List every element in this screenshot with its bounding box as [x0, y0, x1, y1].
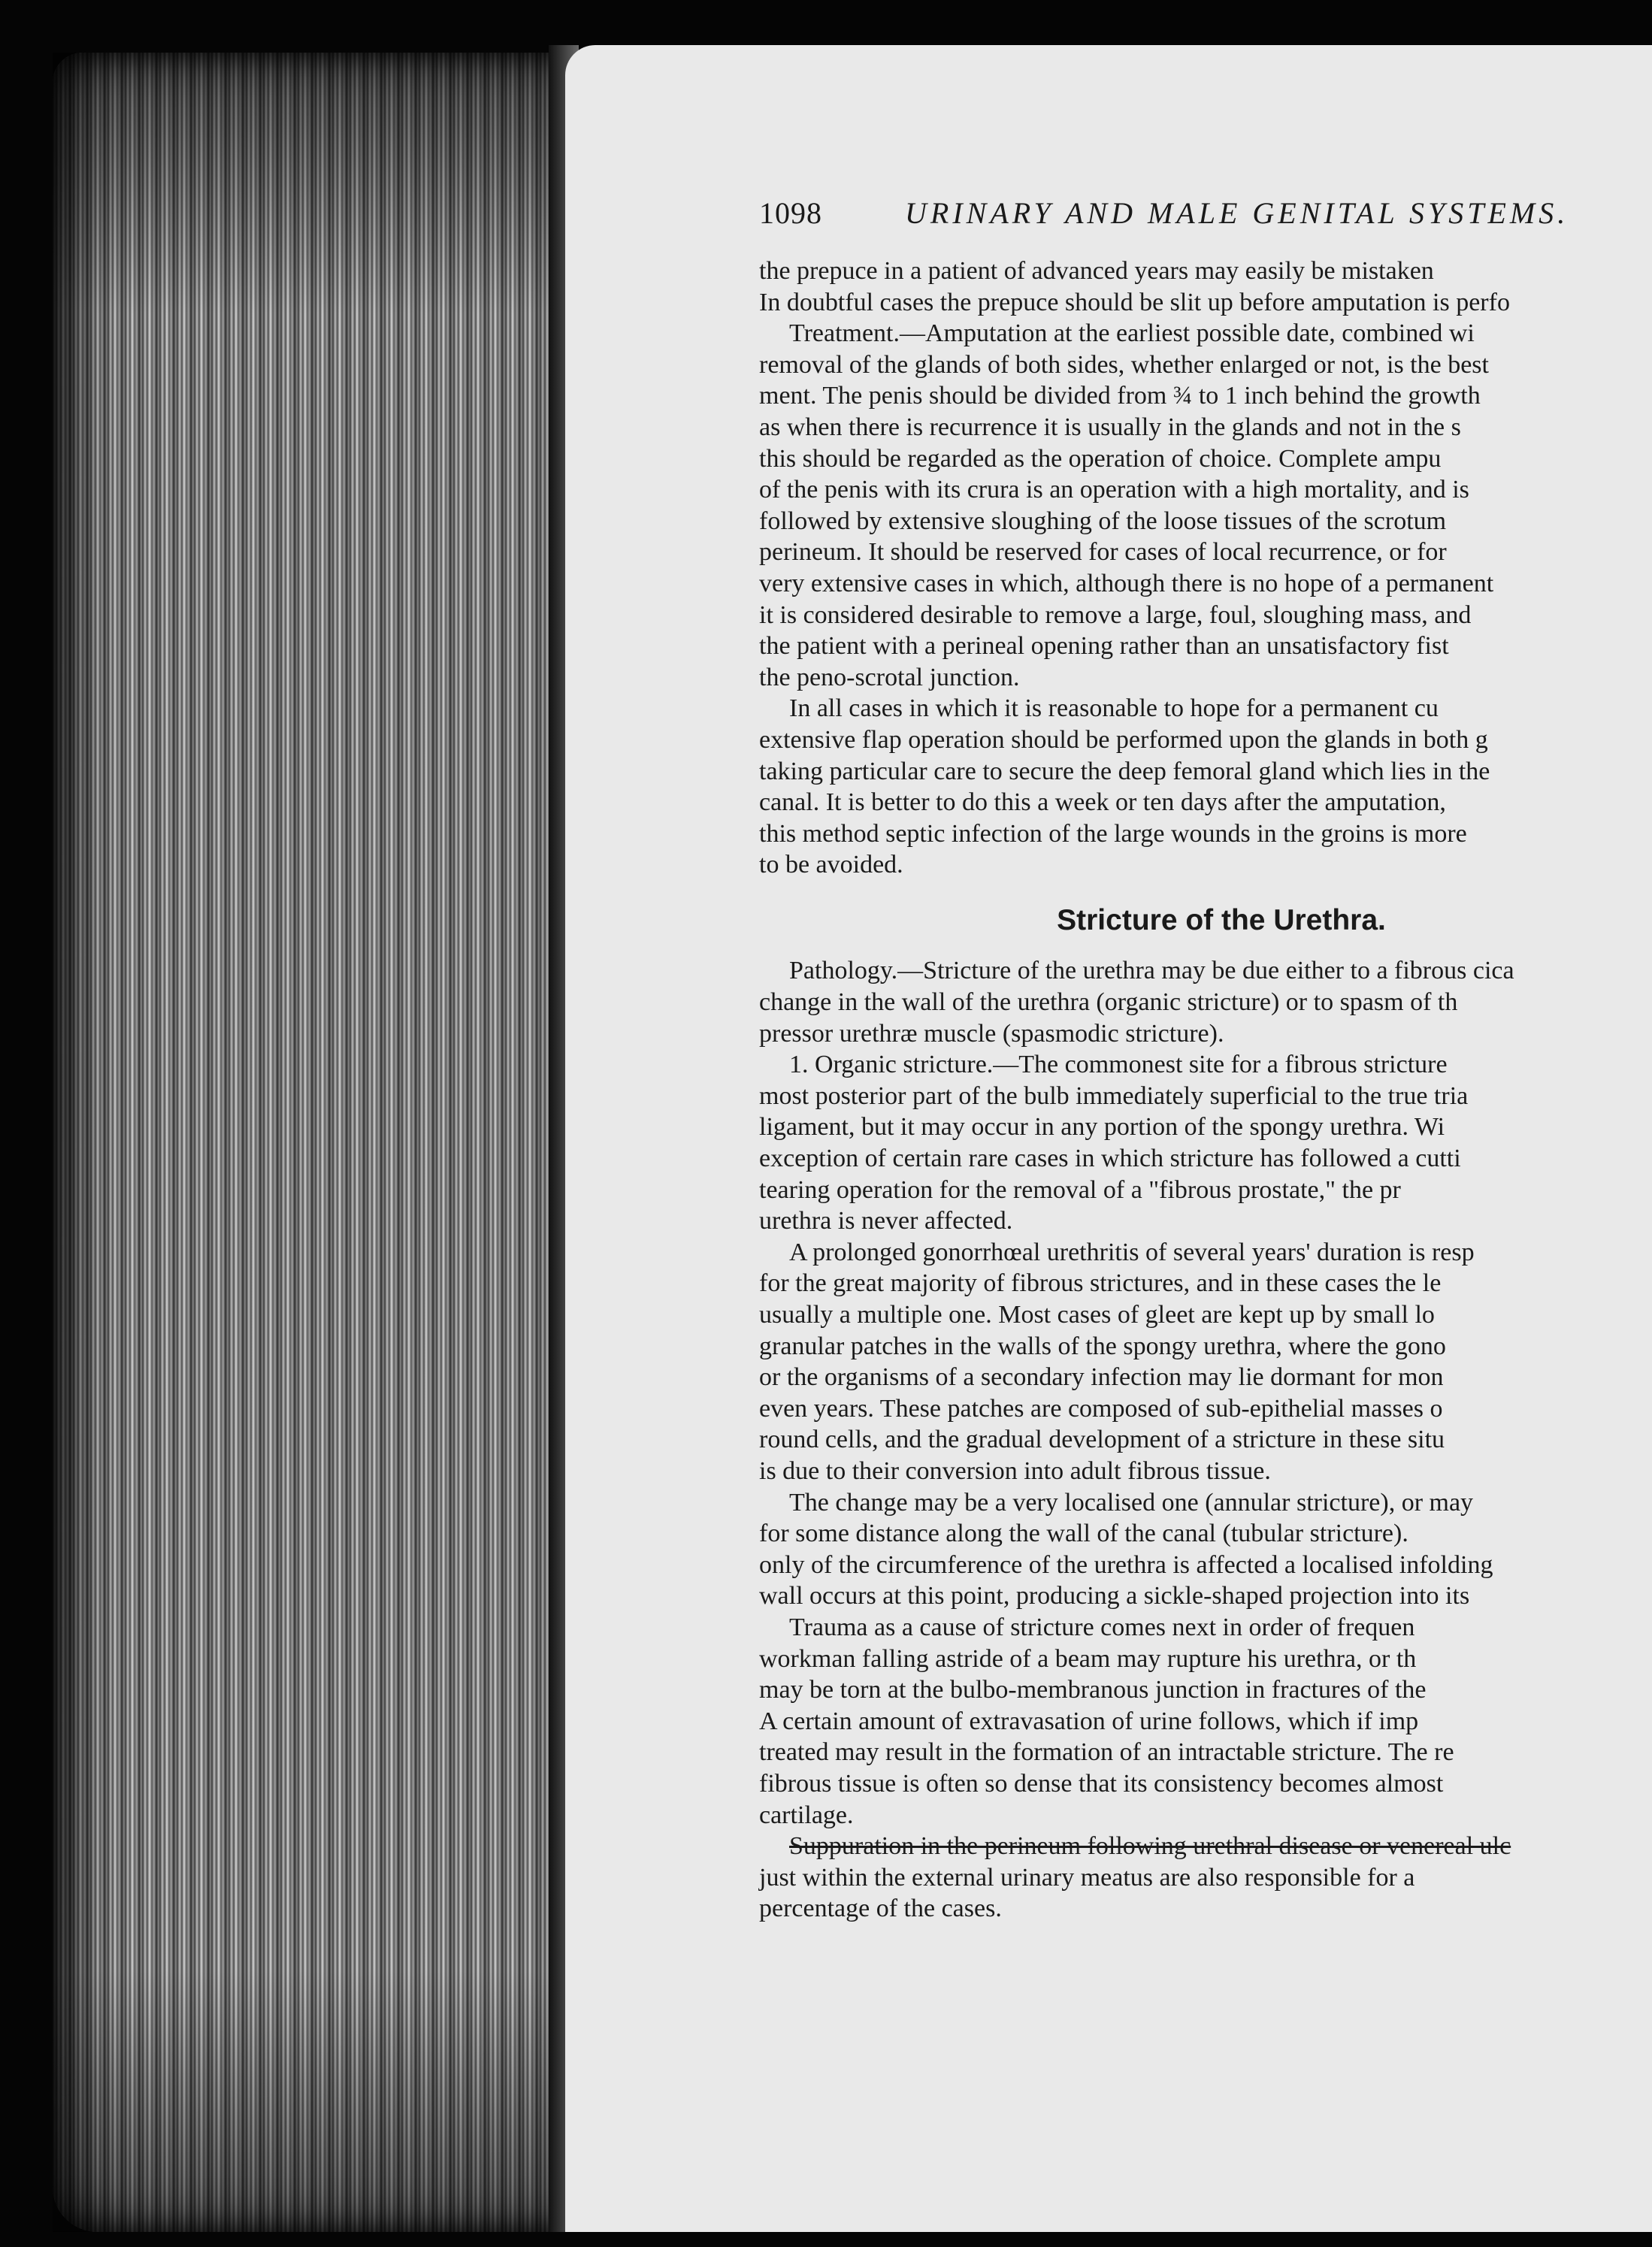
- text-line: just within the external urinary meatus are also responsible for a: [759, 1863, 1415, 1892]
- text-line: ligament, but it may occur in any portion of the spongy urethra. Wi: [759, 1113, 1445, 1142]
- text-line: Suppuration in the perineum following urethral disease or venereal ulc: [789, 1832, 1511, 1861]
- text-line: change in the wall of the urethra (organic stricture) or to spasm of th: [759, 988, 1458, 1017]
- text-line: most posterior part of the bulb immediately superficial to the true tria: [759, 1081, 1469, 1110]
- text-line: may be torn at the bulbo-membranous junction in fractures of the: [759, 1676, 1427, 1704]
- paragraph-3: [759, 693, 1652, 881]
- text-line: perineum. It should be reserved for cases of local recurrence, or for: [759, 538, 1447, 567]
- text-line: only of the circumference of the urethra is affected a localised infolding: [759, 1550, 1493, 1579]
- text-line: urethra is never affected.: [759, 1207, 1013, 1235]
- text-line: round cells, and the gradual development of a stricture in these situ: [759, 1426, 1445, 1454]
- text-line: removal of the glands of both sides, whether enlarged or not, is the best: [759, 350, 1489, 379]
- book-fore-edge: [53, 53, 564, 2232]
- text-line: treated may result in the formation of an intractable stricture. The re: [759, 1738, 1454, 1767]
- text-line: A certain amount of extravasation of urine follows, which if imp: [759, 1707, 1419, 1735]
- text-line: the peno-scrotal junction.: [759, 663, 1020, 691]
- running-head: [759, 195, 1652, 256]
- text-line: of the penis with its crura is an operation with a high mortality, and is: [759, 476, 1469, 504]
- book-page: [565, 45, 1652, 2232]
- text-line: wall occurs at this point, producing a sickle-shaped projection into its: [759, 1582, 1470, 1610]
- paragraph-1: [759, 256, 1652, 318]
- body-text: [759, 256, 1652, 1925]
- paragraph-pathology: [759, 955, 1652, 1049]
- text-line: Trauma as a cause of stricture comes next in order of frequen: [789, 1613, 1415, 1641]
- text-line: Pathology.—Stricture of the urethra may be due either to a fibrous cica: [789, 957, 1514, 985]
- paragraph-localised-change: [759, 1487, 1652, 1612]
- page-number: 1098: [759, 196, 822, 230]
- page-content: [759, 195, 1652, 1925]
- paragraph-organic-stricture: [759, 1049, 1652, 1237]
- text-line: percentage of the cases.: [759, 1895, 1002, 1923]
- text-line: workman falling astride of a beam may rupture his urethra, or th: [759, 1644, 1417, 1673]
- text-line: even years. These patches are composed of sub-epithelial masses o: [759, 1394, 1443, 1423]
- text-line: tearing operation for the removal of a "fibrous prostate," the pr: [759, 1175, 1401, 1204]
- text-line: taking particular care to secure the deep femoral gland which lies in the: [759, 757, 1490, 785]
- text-line: the prepuce in a patient of advanced years may easily be mistaken: [759, 257, 1434, 285]
- paragraph-suppuration: [759, 1831, 1652, 1925]
- text-line: this method septic infection of the large wounds in the groins is more: [759, 819, 1467, 848]
- paragraph-trauma: [759, 1612, 1652, 1831]
- running-title: URINARY AND MALE GENITAL SYSTEMS.: [905, 196, 1569, 230]
- text-line: for some distance along the wall of the canal (tubular stricture).: [759, 1520, 1408, 1548]
- text-line: it is considered desirable to remove a large, foul, sloughing mass, and: [759, 600, 1472, 629]
- text-line: followed by extensive sloughing of the loose tissues of the scrotum: [759, 507, 1447, 535]
- text-line: cartilage.: [759, 1801, 854, 1829]
- text-line: canal. It is better to do this a week or ten days after the amputation,: [759, 788, 1446, 817]
- text-line: fibrous tissue is often so dense that its consistency becomes almost: [759, 1769, 1444, 1798]
- text-line: granular patches in the walls of the spongy urethra, where the gono: [759, 1332, 1446, 1360]
- text-line: Treatment.—Amputation at the earliest possible date, combined wi: [789, 319, 1475, 348]
- paragraph-gonorrhoeal: [759, 1237, 1652, 1487]
- text-line: The change may be a very localised one (annular stricture), or may: [789, 1488, 1474, 1517]
- text-line: or the organisms of a secondary infection may lie dormant for mon: [759, 1363, 1444, 1392]
- text-line: very extensive cases in which, although there is no hope of a permanent: [759, 569, 1494, 597]
- text-line: this should be regarded as the operation of choice. Complete ampu: [759, 444, 1442, 473]
- text-line: In all cases in which it is reasonable to hope for a permanent cu: [789, 694, 1439, 723]
- text-line: ment. The penis should be divided from ¾ to 1 inch behind the growth: [759, 382, 1481, 410]
- text-line: is due to their conversion into adult fibrous tissue.: [759, 1456, 1271, 1485]
- text-line: pressor urethræ muscle (spasmodic stricture).: [759, 1019, 1224, 1048]
- text-line: 1. Organic stricture.—The commonest site for a fibrous stricture: [789, 1051, 1448, 1079]
- text-line: In doubtful cases the prepuce should be slit up before amputation is perfo: [759, 288, 1510, 316]
- text-line: extensive flap operation should be performed upon the glands in both g: [759, 725, 1488, 754]
- text-line: usually a multiple one. Most cases of gleet are kept up by small lo: [759, 1301, 1435, 1329]
- text-line: exception of certain rare cases in which stricture has followed a cutti: [759, 1145, 1461, 1173]
- text-line: to be avoided.: [759, 851, 903, 879]
- text-line: for the great majority of fibrous strictures, and in these cases the le: [759, 1269, 1442, 1298]
- text-line: the patient with a perineal opening rather than an unsatisfactory fist: [759, 632, 1449, 661]
- text-line: A prolonged gonorrhœal urethritis of several years' duration is resp: [789, 1238, 1475, 1266]
- text-line: as when there is recurrence it is usually in the glands and not in the s: [759, 413, 1461, 441]
- paragraph-treatment: [759, 318, 1652, 693]
- section-heading: Stricture of the Urethra.: [1057, 903, 1386, 936]
